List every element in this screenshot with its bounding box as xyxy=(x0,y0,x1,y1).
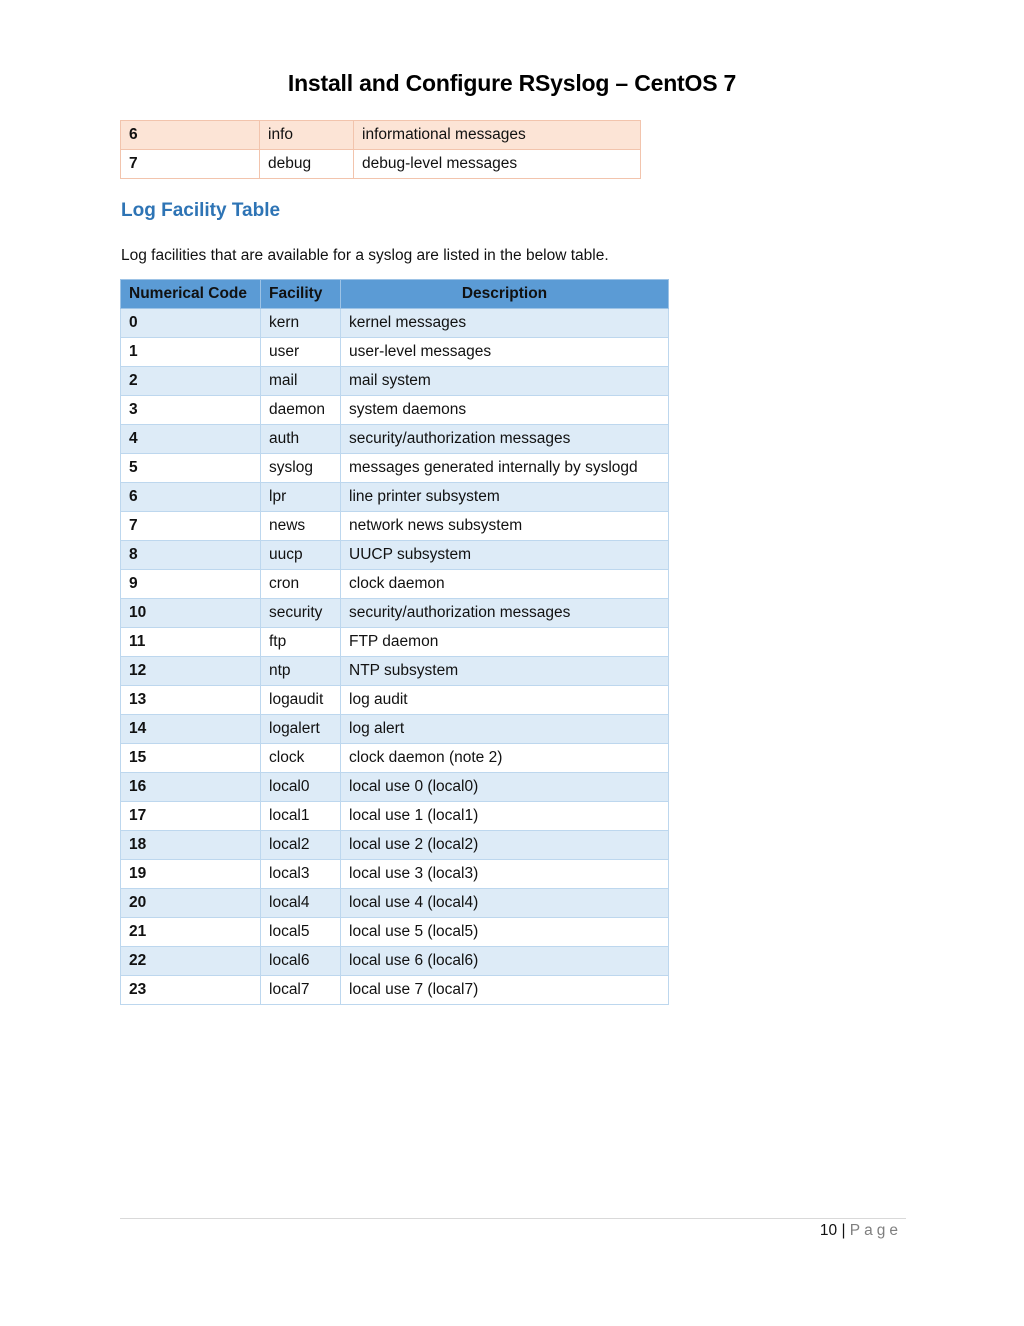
facility-name-cell: logaudit xyxy=(261,686,341,715)
facility-code-cell: 1 xyxy=(121,338,261,367)
table-row xyxy=(121,918,669,947)
table-header-row xyxy=(121,280,669,309)
facility-name-cell: ftp xyxy=(261,628,341,657)
table-row xyxy=(121,744,669,773)
table-row xyxy=(121,860,669,889)
table-row xyxy=(121,889,669,918)
facility-name-cell: local5 xyxy=(261,918,341,947)
facility-code-cell: 21 xyxy=(121,918,261,947)
table-row xyxy=(121,309,669,338)
section-heading: Log Facility Table xyxy=(121,200,281,221)
facility-description-cell: local use 2 (local2) xyxy=(341,831,669,860)
facility-name-cell: syslog xyxy=(261,454,341,483)
facility-name-cell: local4 xyxy=(261,889,341,918)
facility-description-cell: local use 5 (local5) xyxy=(341,918,669,947)
table-row xyxy=(121,628,669,657)
facility-code-cell: 18 xyxy=(121,831,261,860)
header-numerical-code: Numerical Code xyxy=(121,280,261,309)
facility-description-cell: local use 0 (local0) xyxy=(341,773,669,802)
table-row xyxy=(121,802,669,831)
page-label: Page xyxy=(849,1222,902,1239)
facility-description-cell: kernel messages xyxy=(341,309,669,338)
facility-code-cell: 2 xyxy=(121,367,261,396)
log-facility-table xyxy=(120,279,669,1005)
facility-code-cell: 7 xyxy=(121,512,261,541)
facility-code-cell: 22 xyxy=(121,947,261,976)
table-row xyxy=(121,150,641,179)
facility-name-cell: security xyxy=(261,599,341,628)
header-description: Description xyxy=(341,280,669,309)
facility-code-cell: 19 xyxy=(121,860,261,889)
table-row xyxy=(121,425,669,454)
severity-name-cell: info xyxy=(260,121,354,150)
facility-description-cell: NTP subsystem xyxy=(341,657,669,686)
facility-name-cell: local2 xyxy=(261,831,341,860)
table-row xyxy=(121,686,669,715)
facility-name-cell: clock xyxy=(261,744,341,773)
table-row xyxy=(121,831,669,860)
severity-code-cell: 6 xyxy=(121,121,260,150)
facility-code-cell: 10 xyxy=(121,599,261,628)
table-row xyxy=(121,976,669,1005)
table-row xyxy=(121,541,669,570)
facility-code-cell: 15 xyxy=(121,744,261,773)
facility-description-cell: FTP daemon xyxy=(341,628,669,657)
facility-name-cell: local6 xyxy=(261,947,341,976)
facility-name-cell: mail xyxy=(261,367,341,396)
table-row xyxy=(121,396,669,425)
severity-table-continuation xyxy=(120,120,641,179)
facility-code-cell: 16 xyxy=(121,773,261,802)
facility-description-cell: log audit xyxy=(341,686,669,715)
facility-code-cell: 23 xyxy=(121,976,261,1005)
table-row xyxy=(121,715,669,744)
severity-description-cell: informational messages xyxy=(354,121,641,150)
facility-name-cell: user xyxy=(261,338,341,367)
table-row xyxy=(121,367,669,396)
facility-code-cell: 5 xyxy=(121,454,261,483)
facility-description-cell: network news subsystem xyxy=(341,512,669,541)
facility-name-cell: cron xyxy=(261,570,341,599)
table-row xyxy=(121,483,669,512)
facility-code-cell: 6 xyxy=(121,483,261,512)
table-row xyxy=(121,512,669,541)
facility-description-cell: local use 7 (local7) xyxy=(341,976,669,1005)
facility-name-cell: local3 xyxy=(261,860,341,889)
facility-description-cell: mail system xyxy=(341,367,669,396)
facility-code-cell: 11 xyxy=(121,628,261,657)
facility-description-cell: security/authorization messages xyxy=(341,425,669,454)
facility-name-cell: uucp xyxy=(261,541,341,570)
facility-code-cell: 20 xyxy=(121,889,261,918)
header-facility: Facility xyxy=(261,280,341,309)
table-row xyxy=(121,773,669,802)
facility-description-cell: local use 3 (local3) xyxy=(341,860,669,889)
intro-paragraph: Log facilities that are available for a syslog are listed in the below table. xyxy=(121,247,609,264)
table-row xyxy=(121,121,641,150)
facility-name-cell: news xyxy=(261,512,341,541)
facility-name-cell: lpr xyxy=(261,483,341,512)
facility-name-cell: kern xyxy=(261,309,341,338)
footer-divider xyxy=(120,1218,906,1219)
table-row xyxy=(121,599,669,628)
table-row xyxy=(121,947,669,976)
facility-name-cell: local0 xyxy=(261,773,341,802)
table-row xyxy=(121,454,669,483)
facility-description-cell: clock daemon (note 2) xyxy=(341,744,669,773)
facility-code-cell: 4 xyxy=(121,425,261,454)
facility-description-cell: messages generated internally by syslogd xyxy=(341,454,669,483)
facility-code-cell: 14 xyxy=(121,715,261,744)
facility-name-cell: local1 xyxy=(261,802,341,831)
facility-description-cell: log alert xyxy=(341,715,669,744)
facility-description-cell: UUCP subsystem xyxy=(341,541,669,570)
severity-table-body xyxy=(121,121,641,179)
facility-code-cell: 12 xyxy=(121,657,261,686)
facility-code-cell: 3 xyxy=(121,396,261,425)
facility-description-cell: local use 4 (local4) xyxy=(341,889,669,918)
facility-table-body xyxy=(121,309,669,1005)
severity-code-cell: 7 xyxy=(121,150,260,179)
table-row xyxy=(121,338,669,367)
facility-code-cell: 0 xyxy=(121,309,261,338)
table-row xyxy=(121,570,669,599)
facility-description-cell: local use 1 (local1) xyxy=(341,802,669,831)
facility-description-cell: security/authorization messages xyxy=(341,599,669,628)
facility-code-cell: 17 xyxy=(121,802,261,831)
facility-description-cell: user-level messages xyxy=(341,338,669,367)
page-title: Install and Configure RSyslog – CentOS 7 xyxy=(287,70,737,96)
page-number: 10 xyxy=(819,1222,838,1239)
footer-separator: | xyxy=(841,1222,846,1239)
table-row xyxy=(121,657,669,686)
facility-code-cell: 8 xyxy=(121,541,261,570)
facility-description-cell: local use 6 (local6) xyxy=(341,947,669,976)
facility-name-cell: auth xyxy=(261,425,341,454)
facility-code-cell: 9 xyxy=(121,570,261,599)
severity-description-cell: debug-level messages xyxy=(354,150,641,179)
facility-name-cell: ntp xyxy=(261,657,341,686)
page-footer xyxy=(820,1222,902,1240)
facility-description-cell: line printer subsystem xyxy=(341,483,669,512)
facility-name-cell: logalert xyxy=(261,715,341,744)
facility-name-cell: daemon xyxy=(261,396,341,425)
facility-name-cell: local7 xyxy=(261,976,341,1005)
facility-code-cell: 13 xyxy=(121,686,261,715)
facility-description-cell: system daemons xyxy=(341,396,669,425)
facility-description-cell: clock daemon xyxy=(341,570,669,599)
severity-name-cell: debug xyxy=(260,150,354,179)
